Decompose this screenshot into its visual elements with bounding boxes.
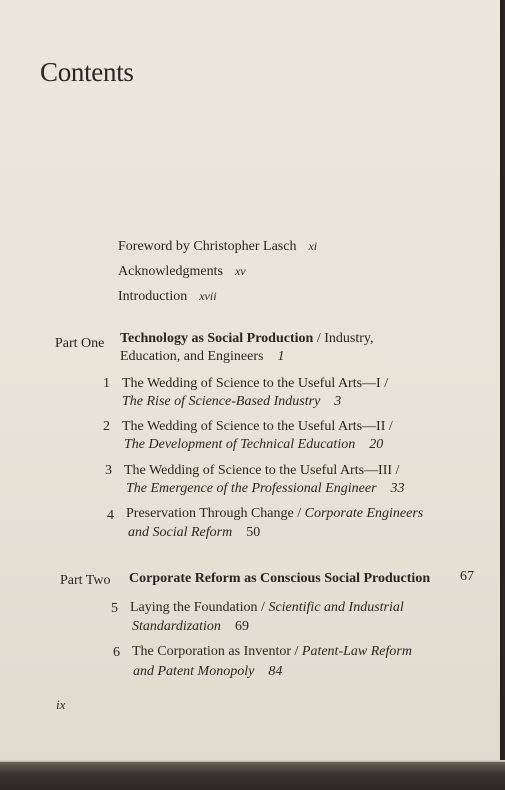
chapter-subtitle: The Emergence of the Professional Engineer	[126, 481, 377, 496]
chapter-title: The Wedding of Science to the Useful Arts—II	[122, 419, 386, 434]
separator: /	[385, 419, 393, 434]
chapter-title: The Wedding of Science to the Useful Arts—III	[124, 463, 393, 478]
entry-page: xv	[234, 264, 246, 278]
separator: /	[293, 506, 305, 521]
chapter-title-line	[132, 644, 412, 660]
chapter-subtitle: Patent-Law Reform	[301, 644, 412, 659]
chapter-subtitle-cont: and Patent Monopoly	[133, 664, 255, 679]
chapter-title-line	[122, 376, 388, 392]
part-page: 1	[277, 349, 285, 364]
separator: /	[291, 644, 302, 659]
chapter-page: 33	[390, 481, 405, 496]
chapter-number: 5	[111, 601, 118, 616]
entry-page: xi	[308, 239, 318, 253]
toc-entry-foreword	[118, 239, 317, 255]
chapter-page: 50	[246, 525, 261, 540]
chapter-subtitle: Scientific and Industrial	[268, 600, 404, 615]
chapter-subtitle-line	[132, 619, 249, 635]
part-subtitle: / Industry,	[313, 331, 374, 346]
chapter-subtitle-cont: and Social Reform	[128, 525, 233, 540]
part-two-label: Part Two	[60, 573, 111, 588]
entry-title: Acknowledgments	[118, 264, 223, 279]
chapter-subtitle-line	[122, 394, 341, 410]
chapter-subtitle-cont: Standardization	[132, 619, 221, 634]
chapter-title-line	[124, 463, 399, 479]
chapter-page: 20	[369, 437, 384, 452]
chapter-number: 3	[105, 463, 112, 478]
book-bottom-edge	[0, 762, 505, 790]
chapter-subtitle: The Development of Technical Education	[124, 437, 356, 452]
part-title: Technology as Social Production	[120, 331, 314, 346]
chapter-subtitle-line	[124, 437, 383, 453]
entry-title: Foreword by Christopher Lasch	[118, 239, 297, 254]
chapter-subtitle-line	[126, 481, 405, 497]
chapter-page: 3	[334, 394, 342, 409]
separator: /	[257, 600, 269, 615]
chapter-number: 2	[103, 419, 110, 434]
entry-page: xvii	[199, 289, 217, 303]
separator: /	[380, 376, 389, 391]
chapter-title: Preservation Through Change	[126, 506, 294, 521]
chapter-subtitle-line	[133, 664, 282, 680]
chapter-page: 84	[268, 664, 283, 679]
chapter-title: The Wedding of Science to the Useful Arts—I	[122, 376, 381, 391]
chapter-title-line	[122, 419, 393, 435]
page-folio: ix	[56, 697, 66, 712]
part-one-heading-cont	[120, 349, 284, 365]
page-title: Contents	[40, 57, 134, 87]
toc-entry-acknowledgments	[118, 264, 246, 280]
chapter-number: 6	[113, 645, 120, 660]
part-subtitle-cont: Education, and Engineers	[120, 349, 264, 364]
chapter-number: 4	[107, 508, 114, 523]
chapter-title-line	[130, 600, 404, 616]
separator: /	[392, 463, 400, 478]
part-one-heading	[120, 331, 373, 347]
chapter-subtitle: Corporate Engineers	[304, 506, 424, 521]
part-one-label: Part One	[55, 336, 105, 351]
chapter-title-line	[126, 506, 423, 522]
part-two-page: 67	[460, 569, 474, 584]
toc-entry-introduction	[118, 289, 217, 305]
entry-title: Introduction	[118, 289, 188, 304]
chapter-subtitle: The Rise of Science-Based Industry	[122, 394, 321, 409]
part-two-title: Corporate Reform as Conscious Social Production	[129, 571, 431, 586]
chapter-page: 69	[234, 619, 249, 634]
chapter-title: The Corporation as Inventor	[132, 644, 292, 659]
chapter-subtitle-line	[128, 525, 260, 541]
chapter-number: 1	[103, 376, 110, 391]
chapter-title: Laying the Foundation	[130, 600, 258, 615]
